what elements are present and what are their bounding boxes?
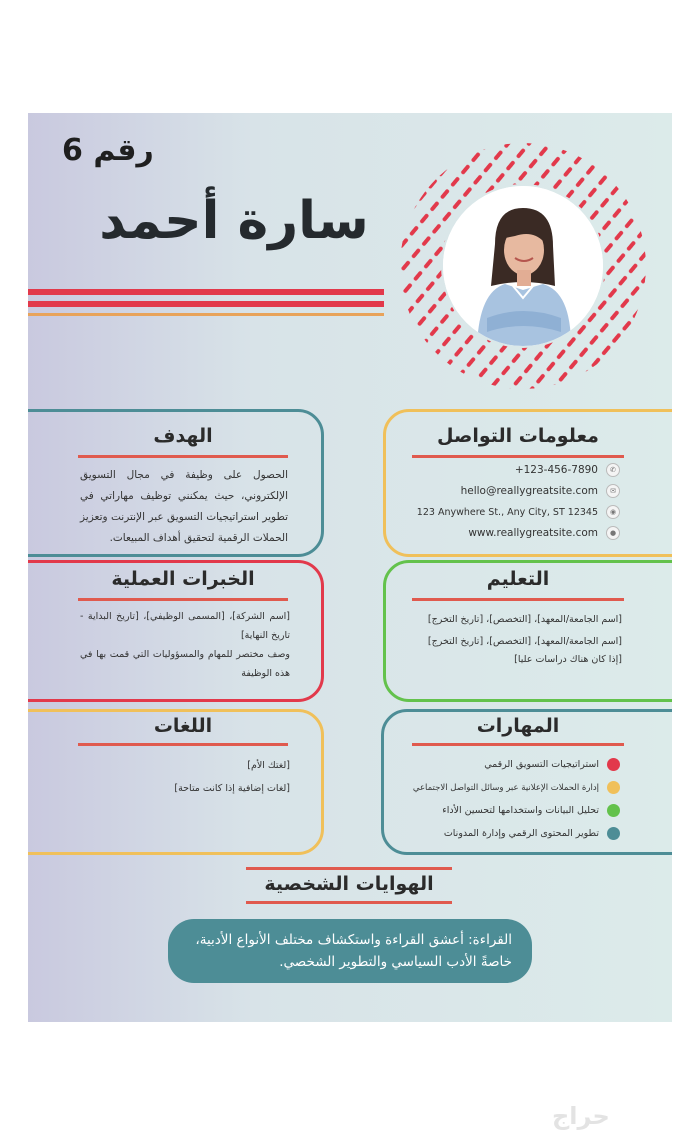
contact-email-text: hello@reallygreatsite.com <box>460 485 598 497</box>
objective-title: الهدف <box>153 425 213 447</box>
languages-title: اللغات <box>153 715 213 737</box>
profile-photo <box>443 186 603 346</box>
education-title: التعليم <box>486 568 550 590</box>
location-icon: ◉ <box>606 505 620 519</box>
language-item: [لغتك الأم] <box>247 760 290 771</box>
skill-item <box>408 781 620 794</box>
decorative-stripes <box>28 289 384 322</box>
objective-underline <box>78 455 288 458</box>
contact-underline <box>412 455 624 458</box>
education-underline <box>412 598 624 601</box>
template-number: رقم 6 <box>62 133 154 168</box>
education-line-2: [اسم الجامعة/المعهد]، [التخصص]، [تاريخ التخرج] <box>427 636 622 647</box>
skill-dot <box>607 758 620 771</box>
education-line-1: [اسم الجامعة/المعهد]، [التخصص]، [تاريخ التخرج] <box>427 614 622 625</box>
skill-item <box>408 804 620 817</box>
hobbies-title: الهوايات الشخصية <box>264 873 434 895</box>
objective-text: الحصول على وظيفة في مجال التسويق الإلكتروني، حيث يمكنني توظيف مهاراتي في تطوير استراتيجيات التسويق عبر الإنترنت وتعزيز الحملات الرقمية لتحقيق أهداف المبيعات. <box>80 469 288 544</box>
contact-phone-text: +123-456-7890 <box>514 464 598 476</box>
education-line-3: [إذا كان هناك دراسات عليا] <box>514 654 622 665</box>
contact-website-text: www.reallygreatsite.com <box>468 527 598 539</box>
skills-underline <box>412 743 624 746</box>
experience-line-2: وصف مختصر للمهام والمسؤوليات التي قمت بها في هذه الوظيفة <box>80 649 290 679</box>
skill-item <box>408 827 620 840</box>
experience-line-1: [اسم الشركة]، [المسمى الوظيفي]، [تاريخ البداية - تاريخ النهاية] <box>80 611 290 641</box>
hobbies-text: القراءة: أعشق القراءة واستكشاف مختلف الأنواع الأدبية، خاصةً الأدب السياسي والتطوير الشخصي. <box>168 919 532 983</box>
site-watermark: حراج <box>552 1102 610 1130</box>
web-icon: ● <box>606 526 620 540</box>
stripe-orange <box>28 313 384 316</box>
resume-page <box>28 113 672 1022</box>
skill-text: تطوير المحتوى الرقمي وإدارة المدونات <box>443 828 599 839</box>
languages-underline <box>78 743 288 746</box>
contact-website <box>408 526 620 540</box>
stripe-red-1 <box>28 289 384 295</box>
contact-email <box>408 484 620 498</box>
skill-dot <box>607 804 620 817</box>
person-avatar-icon <box>443 186 603 346</box>
skill-text: تحليل البيانات واستخدامها لتحسين الأداء <box>442 805 599 816</box>
hobbies-bottom-line <box>246 901 452 904</box>
contact-address <box>408 505 620 519</box>
profile-photo-frame <box>398 141 648 391</box>
stripe-red-2 <box>28 301 384 307</box>
skill-dot <box>607 827 620 840</box>
person-name: سارة أحمد <box>99 191 369 251</box>
experience-underline <box>78 598 288 601</box>
language-item: [لغات إضافية إذا كانت متاحة] <box>174 783 290 794</box>
skill-text: استراتيجيات التسويق الرقمي <box>484 759 599 770</box>
skills-title: المهارات <box>476 715 560 737</box>
hobbies-top-line <box>246 867 452 870</box>
email-icon: ✉ <box>606 484 620 498</box>
contact-title: معلومات التواصل <box>437 425 599 447</box>
skill-item <box>408 758 620 771</box>
contact-address-text: 123 Anywhere St., Any City, ST 12345 <box>416 506 598 518</box>
skill-text: إدارة الحملات الإعلانية عبر وسائل التواصل الاجتماعي <box>412 782 599 793</box>
skill-dot <box>607 781 620 794</box>
contact-phone <box>408 463 620 477</box>
phone-icon: ✆ <box>606 463 620 477</box>
experience-title: الخبرات العملية <box>111 568 255 590</box>
